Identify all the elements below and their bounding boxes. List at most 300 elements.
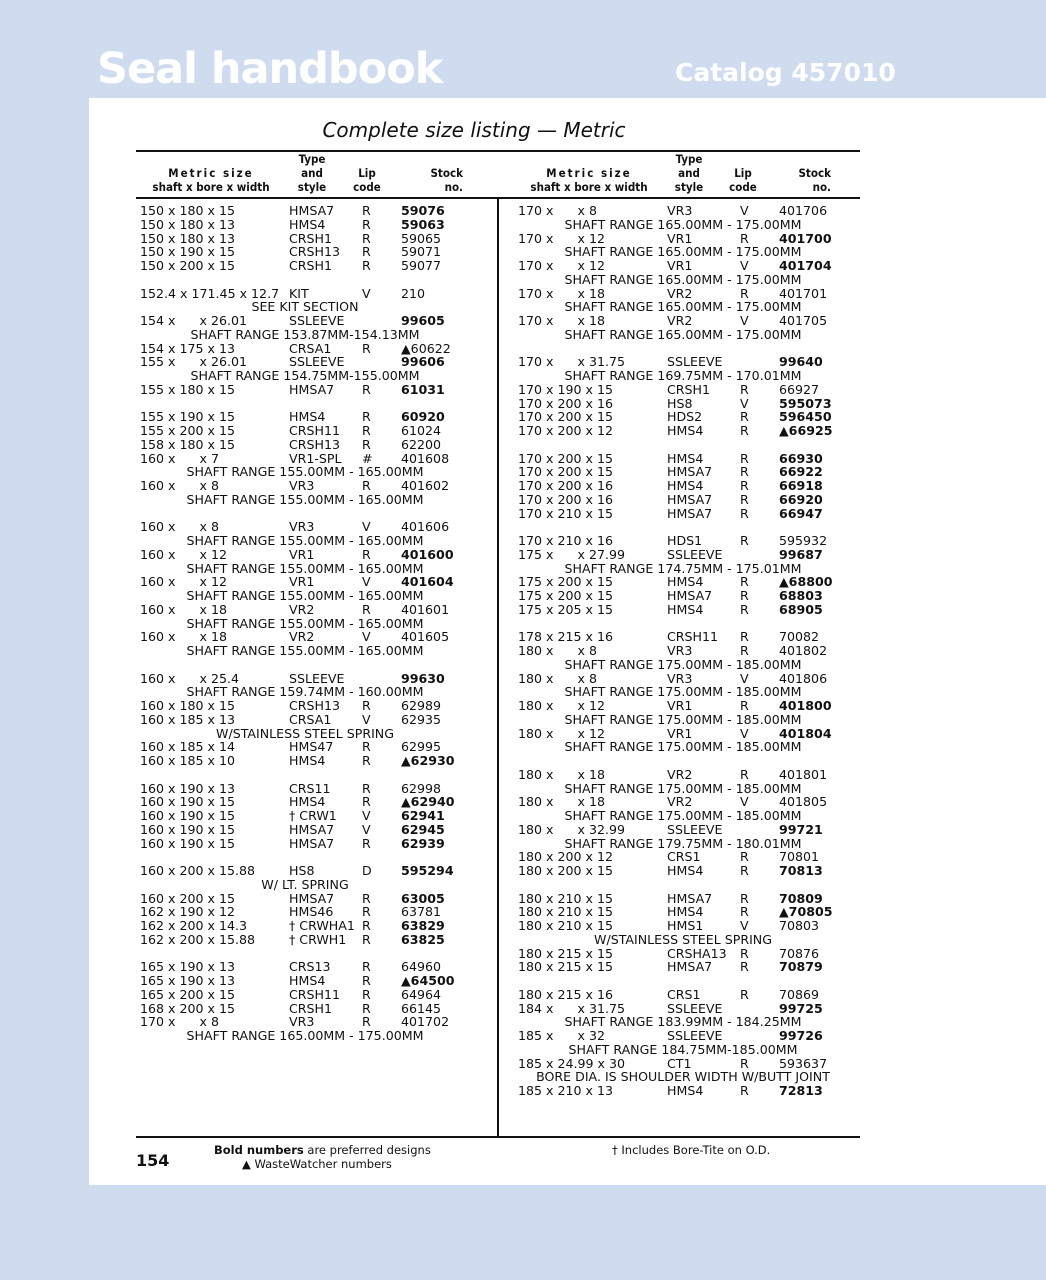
stock-cell: 401702 <box>401 1014 450 1030</box>
lip-cell: R <box>362 959 371 975</box>
lip-cell: V <box>362 519 371 535</box>
size-cell: 160 x x 12 <box>140 574 227 590</box>
lip-cell: R <box>740 450 749 466</box>
header-text: no. <box>444 180 463 194</box>
type-cell: HMS4 <box>289 753 326 768</box>
note-text: SHAFT RANGE 154.75MM-155.00MM <box>190 368 420 383</box>
size-cell: 170 x x 31.75 <box>518 354 626 370</box>
stock-cell: 63781 <box>401 904 442 920</box>
type-cell: HMSA7 <box>289 835 335 851</box>
type-cell: HMS4 <box>289 973 326 988</box>
type-cell: HMSA7 <box>289 381 335 397</box>
type-cell: VR3 <box>667 643 693 658</box>
stock-cell: 99640 <box>779 354 823 370</box>
stock-cell: 595073 <box>779 395 832 411</box>
note-text: SHAFT RANGE 155.00MM - 165.00MM <box>186 464 424 480</box>
type-cell: SSLEEVE <box>667 1000 723 1016</box>
stock-cell: 99725 <box>779 1000 823 1016</box>
lip-cell: R <box>362 794 371 810</box>
stock-cell: 99606 <box>401 354 445 370</box>
note-text: SHAFT RANGE 153.87MM-154.13MM <box>190 326 420 342</box>
header-lip-code-right <box>723 166 763 194</box>
size-cell: 154 x 175 x 13 <box>140 340 236 356</box>
stock-cell: 401601 <box>401 601 450 617</box>
size-cell: 150 x 180 x 15 <box>140 203 236 218</box>
size-cell: 170 x x 12 <box>518 230 605 246</box>
type-cell: CRS1 <box>667 849 701 865</box>
type-cell: CRSH1 <box>289 1000 333 1016</box>
size-cell: 170 x 200 x 12 <box>518 423 614 438</box>
stock-cell: 64964 <box>401 986 442 1002</box>
size-cell: 150 x 200 x 15 <box>140 258 236 273</box>
header-text: Type <box>298 152 326 166</box>
stock-cell: 66922 <box>779 464 823 480</box>
size-cell: 180 x 200 x 15 <box>518 863 614 878</box>
type-cell: VR2 <box>667 285 693 301</box>
header-text: Stock <box>430 166 463 180</box>
stock-cell: 61031 <box>401 381 445 397</box>
type-cell: SSLEEVE <box>289 354 345 370</box>
stock-cell: 70809 <box>779 890 823 906</box>
lip-cell: R <box>362 931 371 947</box>
type-cell: CRSH11 <box>289 423 341 438</box>
size-cell: 170 x 200 x 15 <box>518 450 614 466</box>
catalog-page <box>89 98 1046 1185</box>
type-cell: KIT <box>289 285 309 301</box>
type-cell: VR1 <box>667 725 693 741</box>
size-cell: 170 x x 18 <box>518 285 605 301</box>
type-cell: HMS46 <box>289 904 334 920</box>
size-cell: 160 x 190 x 15 <box>140 821 236 837</box>
size-cell: 162 x 200 x 14.3 <box>140 918 248 933</box>
stock-cell: 59077 <box>401 258 442 273</box>
size-cell: 158 x 180 x 15 <box>140 436 236 452</box>
type-cell: VR2 <box>289 629 315 645</box>
size-cell: 150 x 190 x 15 <box>140 244 236 260</box>
stock-cell: ▲62940 <box>401 794 455 810</box>
legend-bold-text: Bold numbers <box>214 1143 304 1157</box>
lip-cell: R <box>740 409 749 425</box>
type-cell: VR1 <box>289 574 315 590</box>
page-title: Complete size listing — Metric <box>322 118 626 142</box>
lip-cell: R <box>362 973 371 988</box>
stock-cell: ▲64500 <box>401 973 455 988</box>
size-cell: 180 x x 8 <box>518 643 597 658</box>
note-text: SHAFT RANGE 155.00MM - 165.00MM <box>186 615 424 631</box>
footer-rule <box>136 1136 860 1138</box>
type-cell: VR3 <box>667 670 693 686</box>
stock-cell: 99630 <box>401 670 445 686</box>
lip-cell: R <box>362 753 371 768</box>
type-cell: CRSH11 <box>667 629 719 645</box>
lip-cell: R <box>362 230 371 246</box>
size-cell: 180 x x 12 <box>518 698 605 713</box>
stock-cell: 401606 <box>401 519 450 535</box>
type-cell: † CRWH1 <box>289 931 347 947</box>
handbook-title: Seal handbook <box>97 44 443 94</box>
stock-cell: 99687 <box>779 546 823 562</box>
size-cell: 170 x 200 x 15 <box>518 464 614 480</box>
note-text: SHAFT RANGE 165.00MM - 175.00MM <box>564 271 802 287</box>
lip-cell: R <box>362 546 371 562</box>
lip-cell: R <box>740 505 749 521</box>
size-cell: 165 x 190 x 13 <box>140 973 236 988</box>
size-cell: 168 x 200 x 15 <box>140 1000 236 1016</box>
lip-cell: R <box>362 258 371 273</box>
type-cell: HMS4 <box>667 450 704 466</box>
stock-cell: 62935 <box>401 711 442 727</box>
size-cell: 180 x 210 x 15 <box>518 890 614 906</box>
size-cell: 170 x 210 x 16 <box>518 533 614 548</box>
lip-cell: R <box>362 478 371 493</box>
type-cell: HMS47 <box>289 739 334 755</box>
size-cell: 160 x 190 x 15 <box>140 794 236 810</box>
size-cell: 165 x 190 x 13 <box>140 959 236 975</box>
type-cell: VR3 <box>667 203 693 218</box>
stock-cell: ▲62930 <box>401 753 455 768</box>
stock-cell: 401600 <box>401 546 454 562</box>
header-text: shaft x bore x width <box>530 180 648 194</box>
header-type-and-style-right <box>661 152 717 194</box>
type-cell: HMS4 <box>667 601 704 617</box>
note-text: SHAFT RANGE 175.00MM - 185.00MM <box>564 684 802 700</box>
lip-cell: R <box>740 629 749 645</box>
lip-cell: R <box>740 959 749 975</box>
size-cell: 160 x x 8 <box>140 519 219 535</box>
size-cell: 160 x 190 x 15 <box>140 835 236 851</box>
stock-cell: 99726 <box>779 1028 823 1043</box>
type-cell: HMSA7 <box>667 890 713 906</box>
size-cell: 185 x x 32 <box>518 1028 605 1043</box>
header-text: Type <box>675 152 703 166</box>
page-number: 154 <box>136 1151 170 1170</box>
stock-cell: 66927 <box>779 381 820 397</box>
header-top-rule <box>136 150 860 152</box>
type-cell: CRSH1 <box>289 258 333 273</box>
type-cell: CT1 <box>667 1055 692 1071</box>
lip-cell: R <box>740 381 749 397</box>
stock-cell: 64960 <box>401 959 442 975</box>
type-cell: SSLEEVE <box>667 1028 723 1043</box>
lip-cell: R <box>740 423 749 438</box>
lip-cell: R <box>362 601 371 617</box>
size-cell: 175 x x 27.99 <box>518 546 626 562</box>
note-text: BORE DIA. IS SHOULDER WIDTH W/BUTT JOINT <box>536 1069 830 1085</box>
note-text: SHAFT RANGE 174.75MM - 175.01MM <box>564 560 802 576</box>
stock-cell: 99605 <box>401 313 445 328</box>
size-cell: 160 x 185 x 13 <box>140 711 236 727</box>
header-text: Lip <box>358 166 376 180</box>
size-cell: 162 x 200 x 15.88 <box>140 931 256 947</box>
lip-cell: V <box>740 313 749 328</box>
lip-cell: R <box>740 945 749 961</box>
lip-cell: R <box>362 1014 371 1030</box>
lip-cell: R <box>740 698 749 713</box>
stock-cell: 66947 <box>779 505 823 521</box>
stock-cell: 401800 <box>779 698 832 713</box>
size-cell: 160 x x 18 <box>140 629 227 645</box>
stock-cell: 401805 <box>779 794 828 810</box>
type-cell: HMSA7 <box>667 505 713 521</box>
size-cell: 160 x x 8 <box>140 478 219 493</box>
note-text: SHAFT RANGE 175.00MM - 185.00MM <box>564 711 802 727</box>
size-cell: 170 x 200 x 15 <box>518 409 614 425</box>
stock-cell: 401604 <box>401 574 454 590</box>
lip-cell: R <box>362 739 371 755</box>
size-cell: 180 x x 12 <box>518 725 605 741</box>
header-lip-code <box>347 166 387 194</box>
stock-cell: 595294 <box>401 863 454 878</box>
stock-cell: 66145 <box>401 1000 442 1016</box>
type-cell: HMS4 <box>667 863 704 878</box>
header-text: shaft x bore x width <box>152 180 270 194</box>
size-cell: 152.4 x 171.45 x 12.7 <box>140 285 280 301</box>
header-text: and <box>678 166 700 180</box>
stock-cell: 401608 <box>401 450 450 466</box>
lip-cell: D <box>362 863 372 878</box>
type-cell: VR2 <box>289 601 315 617</box>
type-cell: HMS4 <box>289 409 326 425</box>
size-cell: 170 x 210 x 15 <box>518 505 614 521</box>
stock-cell: 62939 <box>401 835 445 851</box>
stock-cell: 66918 <box>779 478 823 493</box>
size-cell: 170 x x 12 <box>518 258 605 273</box>
header-type-and-style <box>284 152 340 194</box>
type-cell: CRS13 <box>289 959 331 975</box>
type-cell: HMSA7 <box>289 203 335 218</box>
size-cell: 170 x x 8 <box>140 1014 219 1030</box>
type-cell: CRSA1 <box>289 340 332 356</box>
header-text: Metric size <box>546 166 632 180</box>
size-cell: 180 x x 18 <box>518 766 605 782</box>
stock-cell: 62945 <box>401 821 445 837</box>
stock-cell: 60920 <box>401 409 445 425</box>
lip-cell: R <box>362 904 371 920</box>
type-cell: CRSHA13 <box>667 945 727 961</box>
header-shaft-bore-width <box>136 180 286 194</box>
size-cell: 160 x 200 x 15 <box>140 890 236 906</box>
note-text: SHAFT RANGE 184.75MM-185.00MM <box>568 1041 798 1057</box>
size-cell: 180 x 215 x 15 <box>518 959 614 975</box>
type-cell: CRSA1 <box>289 711 332 727</box>
stock-cell: 63829 <box>401 918 445 933</box>
lip-cell: R <box>362 890 371 906</box>
header-text: Metric size <box>168 166 254 180</box>
stock-cell: 70869 <box>779 986 820 1002</box>
note-text: SHAFT RANGE 155.00MM - 165.00MM <box>186 533 424 548</box>
lip-cell: R <box>362 986 371 1002</box>
type-cell: HS8 <box>667 395 693 411</box>
lip-cell: V <box>740 918 749 933</box>
stock-cell: 401804 <box>779 725 832 741</box>
stock-cell: 401701 <box>779 285 828 301</box>
type-cell: HMS4 <box>667 423 704 438</box>
stock-cell: 59071 <box>401 244 442 260</box>
type-cell: VR3 <box>289 478 315 493</box>
stock-cell: ▲70805 <box>779 904 833 920</box>
type-cell: CRSH1 <box>667 381 711 397</box>
note-text: SHAFT RANGE 175.00MM - 185.00MM <box>564 656 802 672</box>
size-cell: 160 x 200 x 15.88 <box>140 863 256 878</box>
type-cell: HMSA7 <box>667 588 713 603</box>
stock-cell: 62941 <box>401 808 445 823</box>
note-text: SHAFT RANGE 165.00MM - 175.00MM <box>564 299 802 315</box>
type-cell: HMSA7 <box>667 491 713 507</box>
lip-cell: R <box>740 849 749 865</box>
note-text: W/STAINLESS STEEL SPRING <box>594 931 772 947</box>
size-cell: 160 x 185 x 14 <box>140 739 236 755</box>
type-cell: CRSH11 <box>289 986 341 1002</box>
stock-cell: 61024 <box>401 423 442 438</box>
header-stock-no-right <box>781 166 831 194</box>
type-cell: VR1 <box>289 546 315 562</box>
lip-cell: V <box>362 285 371 301</box>
size-cell: 180 x 215 x 16 <box>518 986 614 1002</box>
size-cell: 184 x x 31.75 <box>518 1000 626 1016</box>
size-cell: 180 x x 8 <box>518 670 597 686</box>
stock-cell: 62200 <box>401 436 442 452</box>
size-cell: 170 x 190 x 15 <box>518 381 614 397</box>
lip-cell: R <box>362 835 371 851</box>
type-cell: HS8 <box>289 863 315 878</box>
stock-cell: 401806 <box>779 670 828 686</box>
lip-cell: V <box>740 794 749 810</box>
size-cell: 180 x x 32.99 <box>518 821 626 837</box>
size-cell: 180 x 215 x 15 <box>518 945 614 961</box>
size-cell: 155 x 200 x 15 <box>140 423 236 438</box>
note-text: SHAFT RANGE 155.00MM - 165.00MM <box>186 643 424 658</box>
lip-cell: R <box>362 698 371 713</box>
header-text: Stock <box>798 166 831 180</box>
type-cell: HMSA7 <box>289 821 335 837</box>
type-cell: HMS1 <box>667 918 704 933</box>
type-cell: † CRW1 <box>289 808 337 823</box>
size-cell: 160 x x 7 <box>140 450 219 466</box>
type-cell: HMSA7 <box>289 890 335 906</box>
stock-cell: 401704 <box>779 258 832 273</box>
type-cell: † CRWHA1 <box>289 918 355 933</box>
type-cell: CRSH1 <box>289 230 333 246</box>
lip-cell: R <box>740 588 749 603</box>
note-text: SHAFT RANGE 159.74MM - 160.00MM <box>186 684 424 700</box>
lip-cell: R <box>740 986 749 1002</box>
stock-cell: 72813 <box>779 1083 823 1098</box>
size-cell: 180 x 210 x 15 <box>518 918 614 933</box>
size-cell: 150 x 180 x 13 <box>140 216 236 232</box>
type-cell: CRSH13 <box>289 244 341 260</box>
type-cell: CRSH13 <box>289 436 341 452</box>
note-text: SEE KIT SECTION <box>251 299 359 315</box>
lip-cell: R <box>740 890 749 906</box>
stock-cell: 68905 <box>779 601 823 617</box>
size-cell: 155 x 180 x 15 <box>140 381 236 397</box>
lip-cell: R <box>740 601 749 617</box>
size-cell: 154 x x 26.01 <box>140 313 248 328</box>
lip-cell: # <box>362 450 373 466</box>
lip-cell: V <box>740 395 749 411</box>
lip-cell: V <box>362 808 371 823</box>
lip-cell: R <box>740 643 749 658</box>
lip-cell: R <box>740 1055 749 1071</box>
size-cell: 178 x 215 x 16 <box>518 629 614 645</box>
lip-cell: R <box>362 409 371 425</box>
lip-cell: V <box>740 203 749 218</box>
stock-cell: 70879 <box>779 959 823 975</box>
size-cell: 170 x 200 x 16 <box>518 491 614 507</box>
size-cell: 180 x x 18 <box>518 794 605 810</box>
stock-cell: 66930 <box>779 450 823 466</box>
type-cell: HMS4 <box>667 574 704 590</box>
type-cell: VR2 <box>667 313 693 328</box>
header-metric-size <box>136 166 286 180</box>
stock-cell: ▲68800 <box>779 574 833 590</box>
lip-cell: V <box>362 574 371 590</box>
note-text: SHAFT RANGE 175.00MM - 185.00MM <box>564 808 802 823</box>
type-cell: CRS11 <box>289 780 331 796</box>
lip-cell: R <box>740 904 749 920</box>
bore-tite-footnote: † Includes Bore-Tite on O.D. <box>612 1143 771 1157</box>
stock-cell: 62998 <box>401 780 442 796</box>
stock-cell: 63825 <box>401 931 445 947</box>
note-text: SHAFT RANGE 155.00MM - 165.00MM <box>186 588 424 603</box>
stock-cell: 210 <box>401 285 426 301</box>
stock-cell: 401802 <box>779 643 828 658</box>
legend <box>214 1143 431 1171</box>
size-cell: 160 x x 12 <box>140 546 227 562</box>
legend-bold-line <box>214 1143 431 1157</box>
type-cell: HMS4 <box>667 1083 704 1098</box>
note-text: W/STAINLESS STEEL SPRING <box>216 725 394 741</box>
lip-cell: R <box>740 574 749 590</box>
size-cell: 160 x 185 x 10 <box>140 753 236 768</box>
stock-cell: 401605 <box>401 629 450 645</box>
stock-cell: 593637 <box>779 1055 828 1071</box>
type-cell: VR2 <box>667 794 693 810</box>
note-text: SHAFT RANGE 175.00MM - 185.00MM <box>564 739 802 755</box>
header-metric-size-right <box>514 166 664 180</box>
header-text: code <box>729 180 757 194</box>
note-text: SHAFT RANGE 165.00MM - 175.00MM <box>564 326 802 342</box>
lip-cell: R <box>740 1083 749 1098</box>
lip-cell: V <box>740 258 749 273</box>
type-cell: HMS4 <box>667 904 704 920</box>
note-text: SHAFT RANGE 165.00MM - 175.00MM <box>186 1028 424 1043</box>
stock-cell: 401700 <box>779 230 832 246</box>
type-cell: HMSA7 <box>667 959 713 975</box>
note-text: SHAFT RANGE 155.00MM - 165.00MM <box>186 491 424 507</box>
stock-cell: 401705 <box>779 313 828 328</box>
header-shaft-bore-width-right <box>514 180 664 194</box>
size-cell: 170 x x 18 <box>518 313 605 328</box>
type-cell: VR1 <box>667 698 693 713</box>
stock-cell: 62989 <box>401 698 442 713</box>
header-stock-no <box>413 166 463 194</box>
size-cell: 175 x 200 x 15 <box>518 588 614 603</box>
legend-wastewatcher: ▲ WasteWatcher numbers <box>242 1157 392 1171</box>
type-cell: SSLEEVE <box>289 313 345 328</box>
type-cell: HMS4 <box>289 216 326 232</box>
stock-cell: 62995 <box>401 739 442 755</box>
stock-cell: 59063 <box>401 216 445 232</box>
lip-cell: R <box>362 918 371 933</box>
stock-cell: ▲66925 <box>779 423 833 438</box>
lip-cell: R <box>362 340 371 356</box>
note-text: SHAFT RANGE 183.99MM - 184.25MM <box>564 1014 802 1030</box>
size-cell: 170 x x 8 <box>518 203 597 218</box>
lip-cell: V <box>740 670 749 686</box>
note-text: SHAFT RANGE 165.00MM - 175.00MM <box>564 216 802 232</box>
stock-cell: 401602 <box>401 478 450 493</box>
